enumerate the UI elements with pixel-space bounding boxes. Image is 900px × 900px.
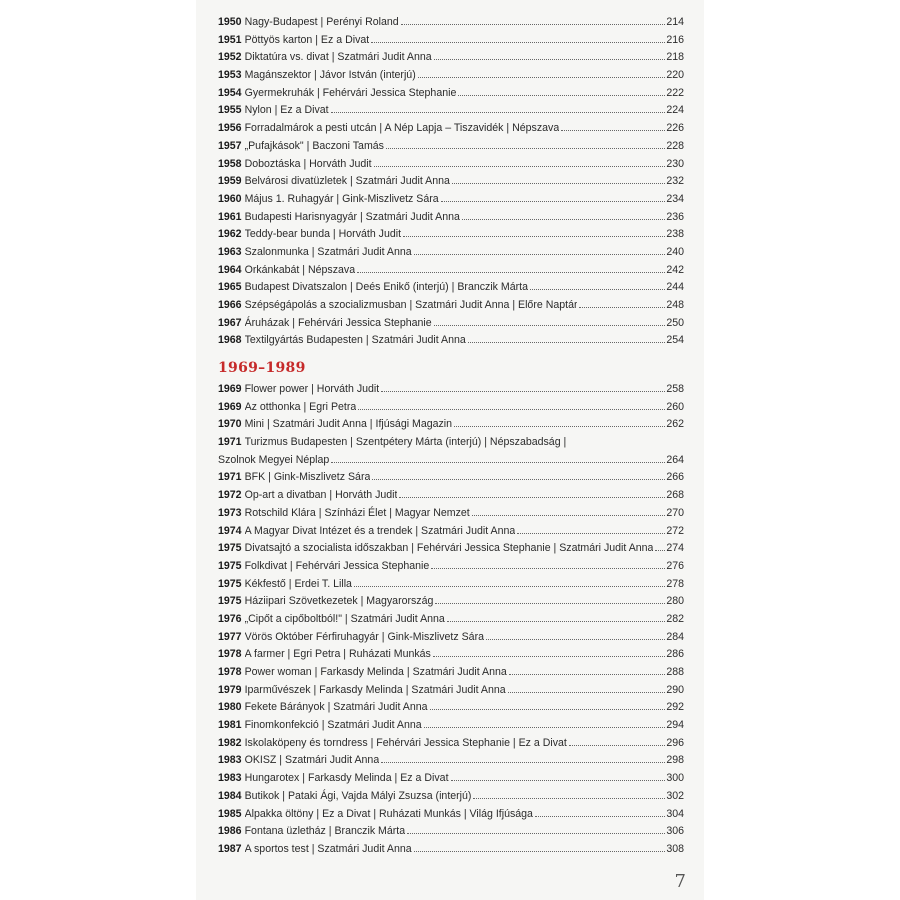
toc-title: Fekete Bárányok | Szatmári Judit Anna (244, 701, 428, 714)
toc-entry-continuation (218, 452, 684, 470)
dot-leader (579, 307, 665, 308)
toc-entry (218, 487, 684, 505)
toc-title: Butikok | Pataki Ági, Vajda Mályi Zsuzsa (interjú) (244, 789, 472, 802)
toc-entry (218, 381, 684, 399)
toc-title: Doboztáska | Horváth Judit (244, 157, 372, 170)
section-heading: 1969–1989 (218, 360, 306, 376)
toc-title: Turizmus Budapesten | Szentpétery Márta (interjú) | Népszabadság | (244, 436, 567, 449)
dot-leader (452, 183, 665, 184)
dot-leader (473, 798, 665, 799)
toc-entry (218, 399, 684, 417)
dot-leader (430, 709, 666, 710)
toc-page: 254 (666, 334, 684, 347)
toc-section-1969-1989 (218, 381, 684, 859)
toc-year: 1971 (218, 436, 242, 449)
toc-page: 300 (666, 772, 684, 785)
dot-leader (431, 568, 665, 569)
toc-title: „Pufajkások" | Baczoni Tamás (244, 139, 384, 152)
dot-leader (458, 95, 665, 96)
toc-entry (218, 32, 684, 50)
toc-year: 1965 (218, 281, 242, 294)
toc-year: 1954 (218, 86, 242, 99)
dot-leader (414, 851, 666, 852)
toc-page: 268 (666, 489, 684, 502)
toc-title: „Cipőt a cipőboltból!" | Szatmári Judit Anna (244, 612, 445, 625)
toc-page: 298 (666, 754, 684, 767)
toc-entry (218, 173, 684, 191)
toc-title: A farmer | Egri Petra | Ruházati Munkás (244, 648, 431, 661)
toc-entry (218, 823, 684, 841)
toc-year: 1968 (218, 334, 242, 347)
dot-leader (407, 833, 665, 834)
toc-year: 1958 (218, 157, 242, 170)
toc-title: Nagy-Budapest | Perényi Roland (244, 16, 399, 28)
toc-entry (218, 576, 684, 594)
toc-page: 302 (666, 789, 684, 802)
toc-page: 262 (666, 418, 684, 431)
toc-entry (218, 629, 684, 647)
dot-leader (371, 42, 665, 43)
toc-title: Op-art a divatban | Horváth Judit (244, 489, 398, 502)
toc-title: Kékfestő | Erdei T. Lilla (244, 577, 352, 590)
toc-year: 1964 (218, 263, 242, 276)
dot-leader (486, 639, 665, 640)
toc-title: Budapesti Harisnyagyár | Szatmári Judit Anna (244, 210, 460, 223)
toc-title: Forradalmárok a pesti utcán | A Nép Lapja – Tiszavidék | Népszava (244, 122, 560, 135)
toc-entry (218, 434, 684, 452)
toc-year: 1962 (218, 228, 242, 241)
toc-title: Folkdivat | Fehérvári Jessica Stephanie (244, 559, 430, 572)
toc-year: 1982 (218, 736, 242, 749)
dot-leader (561, 130, 665, 131)
dot-leader (509, 674, 666, 675)
toc-page: 294 (666, 719, 684, 732)
dot-leader (447, 621, 665, 622)
dot-leader (508, 692, 666, 693)
dot-leader (354, 586, 665, 587)
toc-page: 280 (666, 595, 684, 608)
toc-title: A sportos test | Szatmári Judit Anna (244, 842, 412, 855)
toc-page: 228 (666, 139, 684, 152)
toc-year: 1961 (218, 210, 242, 223)
toc-entry (218, 209, 684, 227)
toc-year: 1972 (218, 489, 242, 502)
dot-leader (468, 342, 666, 343)
toc-title: Belvárosi divatüzletek | Szatmári Judit Anna (244, 175, 450, 188)
toc-entry (218, 699, 684, 717)
toc-title: Háziipari Szövetkezetek | Magyarország (244, 595, 434, 608)
toc-page: 278 (666, 577, 684, 590)
toc-title: Szolnok Megyei Néplap (218, 453, 330, 466)
dot-leader (535, 816, 665, 817)
toc-year: 1952 (218, 51, 242, 64)
toc-year: 1983 (218, 754, 242, 767)
toc-entry (218, 67, 684, 85)
toc-title: OKISZ | Szatmári Judit Anna (244, 754, 380, 767)
dot-leader (358, 409, 665, 410)
toc-entry (218, 505, 684, 523)
toc-entry (218, 244, 684, 262)
toc-page: 214 (666, 16, 684, 28)
toc-year: 1975 (218, 595, 242, 608)
toc-page: 230 (666, 157, 684, 170)
toc-year: 1975 (218, 559, 242, 572)
dot-leader (434, 59, 666, 60)
toc-page: 284 (666, 630, 684, 643)
toc-entry (218, 611, 684, 629)
toc-page: 264 (666, 453, 684, 466)
toc-entry (218, 469, 684, 487)
toc-page: 222 (666, 86, 684, 99)
toc-title: Fontana üzletház | Branczik Márta (244, 825, 406, 838)
dot-leader (372, 479, 665, 480)
toc-year: 1978 (218, 666, 242, 678)
toc-year: 1980 (218, 701, 242, 714)
toc-entry (218, 646, 684, 664)
toc-title: Budapest Divatszalon | Deés Enikő (interjú) | Branczik Márta (244, 281, 528, 294)
toc-page: 218 (666, 51, 684, 64)
toc-entry (218, 102, 684, 120)
toc-entry (218, 682, 684, 700)
toc-title: Power woman | Farkasdy Melinda | Szatmári Judit Anna (244, 666, 507, 678)
toc-year: 1957 (218, 139, 242, 152)
toc-entry (218, 315, 684, 333)
toc-title: Iparművészek | Farkasdy Melinda | Szatmári Judit Anna (244, 683, 506, 696)
dot-leader (331, 112, 666, 113)
toc-page: 240 (666, 245, 684, 258)
toc-year: 1960 (218, 192, 242, 205)
toc-year: 1975 (218, 542, 242, 555)
dot-leader (462, 219, 665, 220)
toc-page: 242 (666, 263, 684, 276)
toc-year: 1969 (218, 383, 242, 395)
toc-page: 236 (666, 210, 684, 223)
toc-entry (218, 85, 684, 103)
toc-year: 1975 (218, 577, 242, 590)
toc-entry (218, 540, 684, 558)
toc-title: Szépségápolás a szocializmusban | Szatmári Judit Anna | Előre Naptár (244, 299, 578, 311)
toc-page: 244 (666, 281, 684, 294)
toc-entry (218, 752, 684, 770)
toc-entry (218, 788, 684, 806)
toc-title: Szalonmunka | Szatmári Judit Anna (244, 245, 412, 258)
dot-leader (403, 236, 665, 237)
dot-leader (655, 550, 665, 551)
toc-page: 226 (666, 122, 684, 135)
dot-leader (331, 462, 665, 463)
toc-page: 290 (666, 683, 684, 696)
toc-page: 286 (666, 648, 684, 661)
dot-leader (418, 77, 666, 78)
toc-entry (218, 14, 684, 32)
book-page (196, 0, 704, 900)
dot-leader (441, 201, 666, 202)
toc-entry (218, 841, 684, 859)
toc-page: 248 (666, 299, 684, 311)
toc-year: 1950 (218, 16, 242, 28)
toc-year: 1967 (218, 316, 242, 329)
dot-leader (357, 272, 665, 273)
dot-leader (530, 289, 665, 290)
toc-entry (218, 262, 684, 280)
dot-leader (424, 727, 666, 728)
toc-title: BFK | Gink-Miszlivetz Sára (244, 471, 371, 484)
toc-page: 308 (666, 842, 684, 855)
toc-year: 1987 (218, 842, 242, 855)
toc-title: Textilgyártás Budapesten | Szatmári Judit Anna (244, 334, 466, 347)
toc-year: 1974 (218, 524, 242, 537)
dot-leader (451, 780, 666, 781)
toc-page: 296 (666, 736, 684, 749)
toc-title: Gyermekruhák | Fehérvári Jessica Stephanie (244, 86, 457, 99)
toc-entry (218, 49, 684, 67)
dot-leader (399, 497, 665, 498)
toc-page: 304 (666, 807, 684, 820)
toc-title: Flower power | Horváth Judit (244, 383, 380, 395)
dot-leader (434, 325, 666, 326)
toc-page: 216 (666, 33, 684, 46)
toc-entry (218, 664, 684, 682)
dot-leader (435, 603, 665, 604)
toc-year: 1951 (218, 33, 242, 46)
toc-entry (218, 593, 684, 611)
toc-title: Az otthonka | Egri Petra (244, 400, 357, 413)
toc-title: Teddy-bear bunda | Horváth Judit (244, 228, 402, 241)
toc-page: 272 (666, 524, 684, 537)
toc-title: Divatsajtó a szocialista időszakban | Fehérvári Jessica Stephanie | Szatmári Judit Anna (244, 542, 654, 555)
toc-title: Pöttyös karton | Ez a Divat (244, 33, 370, 46)
toc-page: 282 (666, 612, 684, 625)
toc-year: 1977 (218, 630, 242, 643)
toc-title: Hungarotex | Farkasdy Melinda | Ez a Divat (244, 772, 449, 785)
toc-entry (218, 120, 684, 138)
toc-year: 1971 (218, 471, 242, 484)
toc-page: 260 (666, 400, 684, 413)
dot-leader (454, 426, 665, 427)
toc-title: Május 1. Ruhagyár | Gink-Miszlivetz Sára (244, 192, 439, 205)
toc-entry (218, 297, 684, 315)
toc-year: 1979 (218, 683, 242, 696)
toc-year: 1956 (218, 122, 242, 135)
toc-year: 1973 (218, 506, 242, 519)
toc-page: 292 (666, 701, 684, 714)
toc-title: Magánszektor | Jávor István (interjú) (244, 69, 416, 82)
toc-title: Iskolaköpeny és torndress | Fehérvári Jessica Stephanie | Ez a Divat (244, 736, 567, 749)
dot-leader (374, 166, 666, 167)
page-number: 7 (674, 871, 686, 892)
toc-year: 1981 (218, 719, 242, 732)
toc-entry (218, 717, 684, 735)
toc-title: Rotschild Klára | Színházi Élet | Magyar Nemzet (244, 506, 470, 519)
toc-entry (218, 156, 684, 174)
dot-leader (386, 148, 665, 149)
toc-entry (218, 735, 684, 753)
toc-entry (218, 806, 684, 824)
toc-section-1950-1968 (218, 14, 684, 350)
toc-entry (218, 138, 684, 156)
toc-page: 274 (666, 542, 684, 555)
toc-year: 1959 (218, 175, 242, 188)
dot-leader (569, 745, 665, 746)
toc-entry (218, 191, 684, 209)
toc-entry (218, 558, 684, 576)
toc-title: Mini | Szatmári Judit Anna | Ifjúsági Magazin (244, 418, 453, 431)
toc-title: Áruházak | Fehérvári Jessica Stephanie (244, 316, 432, 329)
toc-entry (218, 416, 684, 434)
dot-leader (517, 533, 665, 534)
dot-leader (381, 762, 665, 763)
toc-page: 224 (666, 104, 684, 117)
toc-year: 1953 (218, 69, 242, 82)
toc-title: Orkánkabát | Népszava (244, 263, 356, 276)
toc-title: Vörös Október Férfiruhagyár | Gink-Miszlivetz Sára (244, 630, 484, 643)
toc-title: Diktatúra vs. divat | Szatmári Judit Anna (244, 51, 432, 64)
toc-entry (218, 279, 684, 297)
toc-year: 1976 (218, 612, 242, 625)
toc-page: 250 (666, 316, 684, 329)
toc-page: 232 (666, 175, 684, 188)
toc-year: 1966 (218, 299, 242, 311)
toc-entry (218, 770, 684, 788)
toc-year: 1969 (218, 400, 242, 413)
toc-page: 306 (666, 825, 684, 838)
toc-title: Alpakka öltöny | Ez a Divat | Ruházati Munkás | Világ Ifjúsága (244, 807, 533, 820)
toc-entry (218, 226, 684, 244)
toc-page: 276 (666, 559, 684, 572)
toc-title: Nylon | Ez a Divat (244, 104, 329, 117)
toc-page: 258 (666, 383, 684, 395)
dot-leader (433, 656, 665, 657)
toc-page: 288 (666, 666, 684, 678)
toc-year: 1978 (218, 648, 242, 661)
toc-title: Finomkonfekció | Szatmári Judit Anna (244, 719, 422, 732)
toc-page: 234 (666, 192, 684, 205)
toc-year: 1984 (218, 789, 242, 802)
toc-title: A Magyar Divat Intézet és a trendek | Szatmári Judit Anna (244, 524, 516, 537)
toc-entry (218, 332, 684, 350)
toc-year: 1986 (218, 825, 242, 838)
toc-year: 1963 (218, 245, 242, 258)
toc-page: 238 (666, 228, 684, 241)
toc-page: 220 (666, 69, 684, 82)
toc-year: 1970 (218, 418, 242, 431)
dot-leader (472, 515, 666, 516)
dot-leader (381, 391, 665, 392)
toc-year: 1985 (218, 807, 242, 820)
toc-entry (218, 523, 684, 541)
toc-year: 1983 (218, 772, 242, 785)
toc-year: 1955 (218, 104, 242, 117)
dot-leader (414, 254, 666, 255)
toc-page: 270 (666, 506, 684, 519)
toc-page: 266 (666, 471, 684, 484)
dot-leader (401, 24, 666, 25)
